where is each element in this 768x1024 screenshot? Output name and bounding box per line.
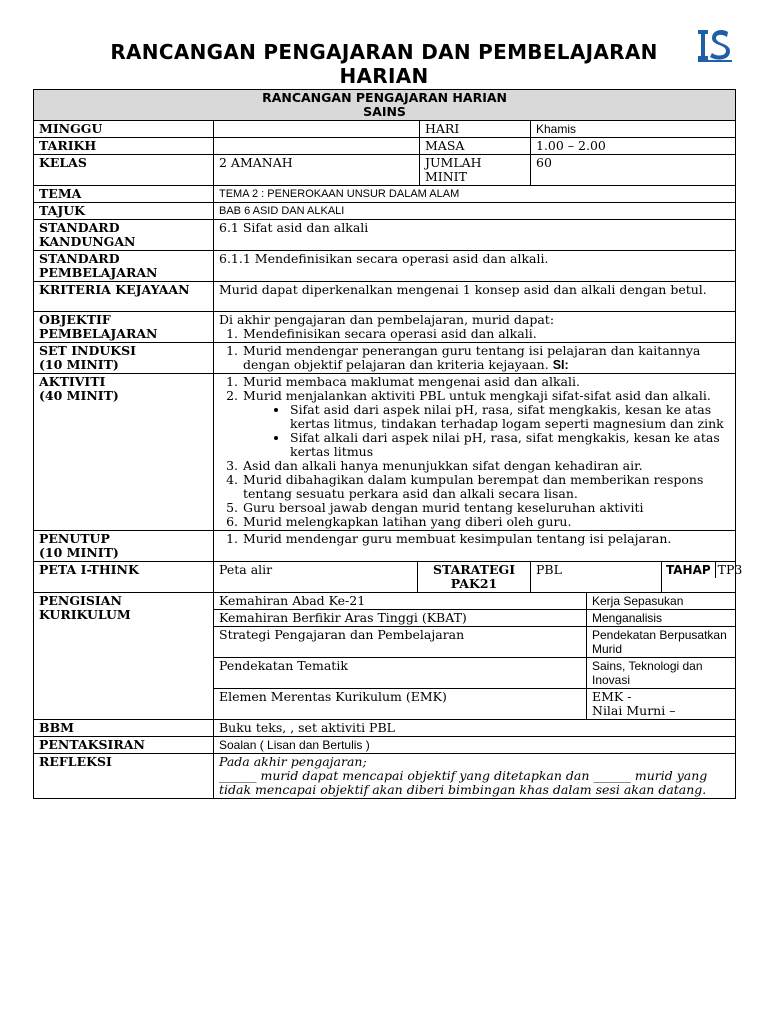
pengisian-value-3: Pendekatan Berpusatkan Murid [587,627,736,658]
pentaksiran-value: Soalan ( Lisan dan Bertulis ) [214,737,736,754]
kriteria-value: Murid dapat diperkenalkan mengenai 1 konsep asid dan alkali dengan betul. [214,282,736,312]
aktiviti-item-2 [242,389,730,459]
tema-label: TEMA [34,186,214,203]
aktiviti-item-2-text: Murid menjalankan aktiviti PBL untuk mengkaji sifat-sifat asid dan alkali. [243,388,711,403]
jumlah-minit-value: 60 [531,155,736,186]
nilai-murni-line: Nilai Murni – [592,703,676,718]
objektif-item: 1. Mendefinisikan secara operasi asid dan alkali. [242,327,730,341]
set-induksi-cell [214,343,736,374]
penutup-item: 1. Murid mendengar guru membuat kesimpulan tentang isi pelajaran. [242,532,730,546]
lesson-plan-table [33,89,743,799]
objektif-cell [214,312,736,343]
set-induksi-item [242,344,730,372]
pentaksiran-label: PENTAKSIRAN [34,737,214,754]
peta-label: PETA I-THINK [34,562,214,593]
pengisian-value-5 [587,689,736,720]
pengisian-key-1: Kemahiran Abad Ke-21 [214,593,587,610]
objektif-label: OBJEKTIF PEMBELAJARAN [34,312,214,343]
peta-value: Peta alir [214,562,418,593]
aktiviti-bullet-2: • Sifat alkali dari aspek nilai pH, rasa, sifat mengkakis, kesan ke atas kertas litmus [289,431,730,459]
aktiviti-item-3: 3. Asid dan alkali hanya menunjukkan sifat dengan kehadiran air. [242,459,730,473]
penutup-label: PENUTUP [39,531,110,546]
strategi-label: STARATEGI PAK21 [418,562,531,593]
school-logo-icon [694,24,736,64]
kelas-value: 2 AMANAH [214,155,420,186]
pengisian-key-5: Elemen Merentas Kurikulum (EMK) [214,689,587,720]
tahap-value: TP3 [715,562,745,578]
minggu-value [214,121,420,138]
aktiviti-item-1: 1. Murid membaca maklumat mengenai asid dan alkali. [242,375,730,389]
aktiviti-item-5: 5. Guru bersoal jawab dengan murid tentang keseluruhan aktiviti [242,501,730,515]
header-line1: RANCANGAN PENGAJARAN HARIAN [262,90,507,105]
aktiviti-sub: (40 MINIT) [39,388,119,403]
tema-value: TEMA 2 : PENEROKAAN UNSUR DALAM ALAM [214,186,736,203]
set-induksi-label-cell [34,343,214,374]
pengisian-label: PENGISIAN KURIKULUM [34,593,214,720]
masa-label: MASA [420,138,531,155]
standard-kandungan-label: STANDARD KANDUNGAN [34,220,214,251]
refleksi-label: REFLEKSI [34,754,214,799]
pengisian-key-3: Strategi Pengajaran dan Pembelajaran [214,627,587,658]
standard-kandungan-value: 6.1 Sifat asid dan alkali [214,220,736,251]
pengisian-value-1: Kerja Sepasukan [587,593,736,610]
strategi-value: PBL [531,562,662,593]
aktiviti-item-6: 6. Murid melengkapkan latihan yang diberi oleh guru. [242,515,730,529]
hari-label: HARI [420,121,531,138]
pengisian-value-4: Sains, Teknologi dan Inovasi [587,658,736,689]
hari-value: Khamis [531,121,736,138]
pengisian-key-4: Pendekatan Tematik [214,658,587,689]
tahap-cell [662,562,743,593]
page-title: RANCANGAN PENGAJARAN DAN PEMBELAJARAN HARIAN [110,40,658,88]
refleksi-line2: ______ murid dapat mencapai objektif yang ditetapkan dan ______ murid yang tidak mencapai objektif akan diberi bimbingan khas dalam sesi akan datang. [219,768,708,797]
emk-line: EMK - [592,689,632,704]
minggu-label: MINGGU [34,121,214,138]
jumlah-minit-label: JUMLAH MINIT [420,155,531,186]
pengisian-key-2: Kemahiran Berfikir Aras Tinggi (KBAT) [214,610,587,627]
header-line2: SAINS [363,104,406,119]
aktiviti-cell [214,374,736,531]
tarikh-label: TARIKH [34,138,214,155]
kriteria-label: KRITERIA KEJAYAAN [34,282,214,312]
masa-value: 1.00 – 2.00 [531,138,736,155]
aktiviti-label-cell [34,374,214,531]
aktiviti-bullet-1: • Sifat asid dari aspek nilai pH, rasa, sifat mengkakis, kesan ke atas kertas litmus, tindakan terhadap logam seperti magnesium dan zink [289,403,730,431]
set-induksi-suffix: SI: [552,358,569,372]
table-header [34,90,736,121]
penutup-sub: (10 MINIT) [39,545,119,560]
tarikh-value [214,138,420,155]
refleksi-line1: Pada akhir pengajaran; [219,754,367,769]
penutup-label-cell [34,531,214,562]
set-induksi-label: SET INDUKSI [39,343,136,358]
bbm-label: BBM [34,720,214,737]
aktiviti-item-4: 4. Murid dibahagikan dalam kumpulan berempat dan memberikan respons tentang sesuatu perkara asid dan alkali secara lisan. [242,473,730,501]
bbm-value: Buku teks, , set aktiviti PBL [214,720,736,737]
tajuk-label: TAJUK [34,203,214,220]
tajuk-value: BAB 6 ASID DAN ALKALI [214,203,736,220]
penutup-cell [214,531,736,562]
standard-pembelajaran-label: STANDARD PEMBELAJARAN [34,251,214,282]
objektif-intro: Di akhir pengajaran dan pembelajaran, murid dapat: [219,312,555,327]
refleksi-cell [214,754,736,799]
kelas-label: KELAS [34,155,214,186]
pengisian-value-2: Menganalisis [587,610,736,627]
tahap-label: TAHAP [666,563,711,577]
aktiviti-label: AKTIVITI [39,374,106,389]
standard-pembelajaran-value: 6.1.1 Mendefinisikan secara operasi asid dan alkali. [214,251,736,282]
set-induksi-sub: (10 MINIT) [39,357,119,372]
set-induksi-text: Murid mendengar penerangan guru tentang isi pelajaran dan kaitannya dengan objektif pelajaran dan kriteria kejayaan. [243,343,701,372]
